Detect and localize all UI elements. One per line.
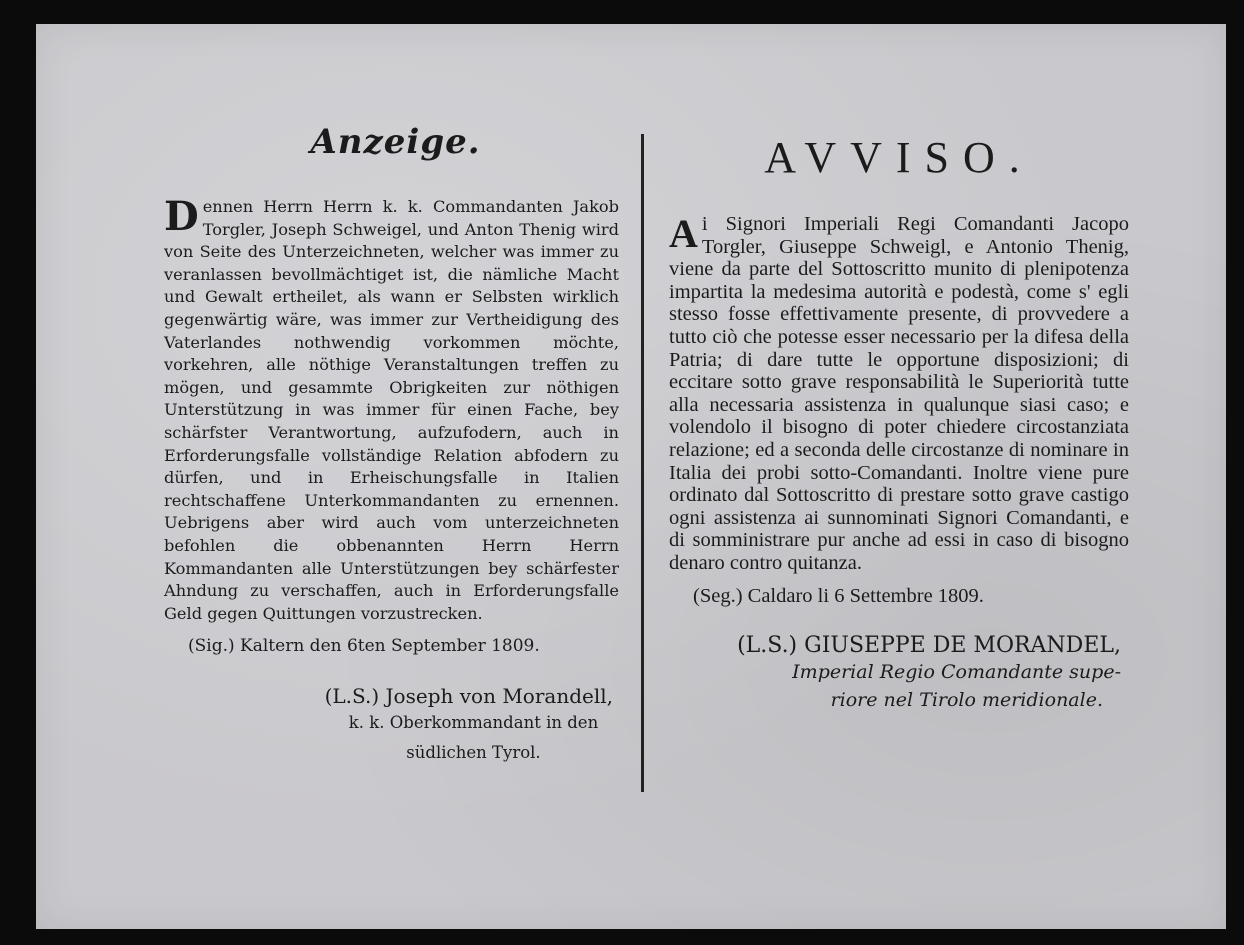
italian-title-line2: riore nel Tirolo meridionale. xyxy=(830,689,1103,712)
german-heading: Anzeige. xyxy=(310,122,481,162)
german-signature-block xyxy=(164,684,619,768)
italian-signature-block xyxy=(669,633,1129,714)
column-divider xyxy=(641,134,644,792)
german-body-text: ennen Herrn Herrn k. k. Commandanten Jakob Torgler, Joseph Schweigel, und Anton Thenig wird von Seite des Unterzeichneten, welcher was immer zu veranlassen bevollmächtiget ist, die nämliche Macht und Gewalt ertheilet, als wann er Selbsten wirklich gegenwärtig wäre, was immer zur Vertheidigung des Vaterlandes nothwendig vorkommen möchte, vorkehren, alle nöthige Veranstaltungen treffen zu mögen, und gesammte Obrigkeiten zur nöthigen Unterstützung in was immer für einen Fache, bey schärfster Verantwortung, aufzufodern, auch in Erforderungsfalle vollständige Relation abfodern zu dürfen, und in Erheischungsfalle in Italien rechtschaffene Unterkommandanten zu ernennen. Uebrigens aber wird auch vom unterzeichneten befohlen die obbenannten Herrn Herrn Kommandanten alle Unterstützungen bey schärfester Ahndung zu verschaffen, auch in Erforderungsfalle Geld gegen Quittungen vorzustrecken. xyxy=(164,197,619,623)
italian-body-paragraph xyxy=(669,213,1129,607)
german-title-line2: südlichen Tyrol. xyxy=(406,742,541,762)
german-signature: (L.S.) Joseph von Morandell, xyxy=(324,683,613,708)
german-body-paragraph xyxy=(164,193,619,658)
document-sheet xyxy=(36,24,1226,929)
italian-body-text: i Signori Imperiali Regi Comandanti Jacopo Torgler, Giuseppe Schweigl, e Antonio Thenig, viene da parte del Sottoscritto munito di plenipotenza impartita la medesima autorità e podestà, come s' egli stesso fosse effettivamente presente, di provvedere a tutto ciò che potesse esser necessario per la difesa della Patria; di dare tutte le opportune disposizioni; di eccitare sotto grave responsabilità le Superiorità tutte alla necessaria assistenza in qualunque siasi caso; e volendolo il bisogno di poter chiedere circostanziata relazione; ed a seconda delle circostanze di nominare in Italia dei probi sotto-Comandanti. Inoltre viene pure ordinato dal Sottoscritto di prestare sotto grave castigo ogni assistenza ai sunnominati Signori Comandanti, e di somministrare pur anche ad essi in caso di bisogno denaro contro quitanza. xyxy=(669,213,1129,574)
italian-place-date: (Seg.) Caldaro li 6 Settembre 1809. xyxy=(693,584,984,607)
german-drop-cap: D xyxy=(164,193,199,240)
german-column xyxy=(164,122,619,768)
italian-signature: (L.S.) GIUSEPPE DE MORANDEL, xyxy=(737,633,1121,659)
italian-title-line1: Imperial Regio Comandante supe- xyxy=(792,661,1121,684)
italian-column xyxy=(669,122,1129,714)
german-title-line1: k. k. Oberkommandant in den xyxy=(348,712,599,732)
italian-heading: AVVISO. xyxy=(764,133,1034,182)
italian-drop-cap: A xyxy=(669,211,698,256)
german-place-date: (Sig.) Kaltern den 6ten September 1809. xyxy=(188,636,540,657)
